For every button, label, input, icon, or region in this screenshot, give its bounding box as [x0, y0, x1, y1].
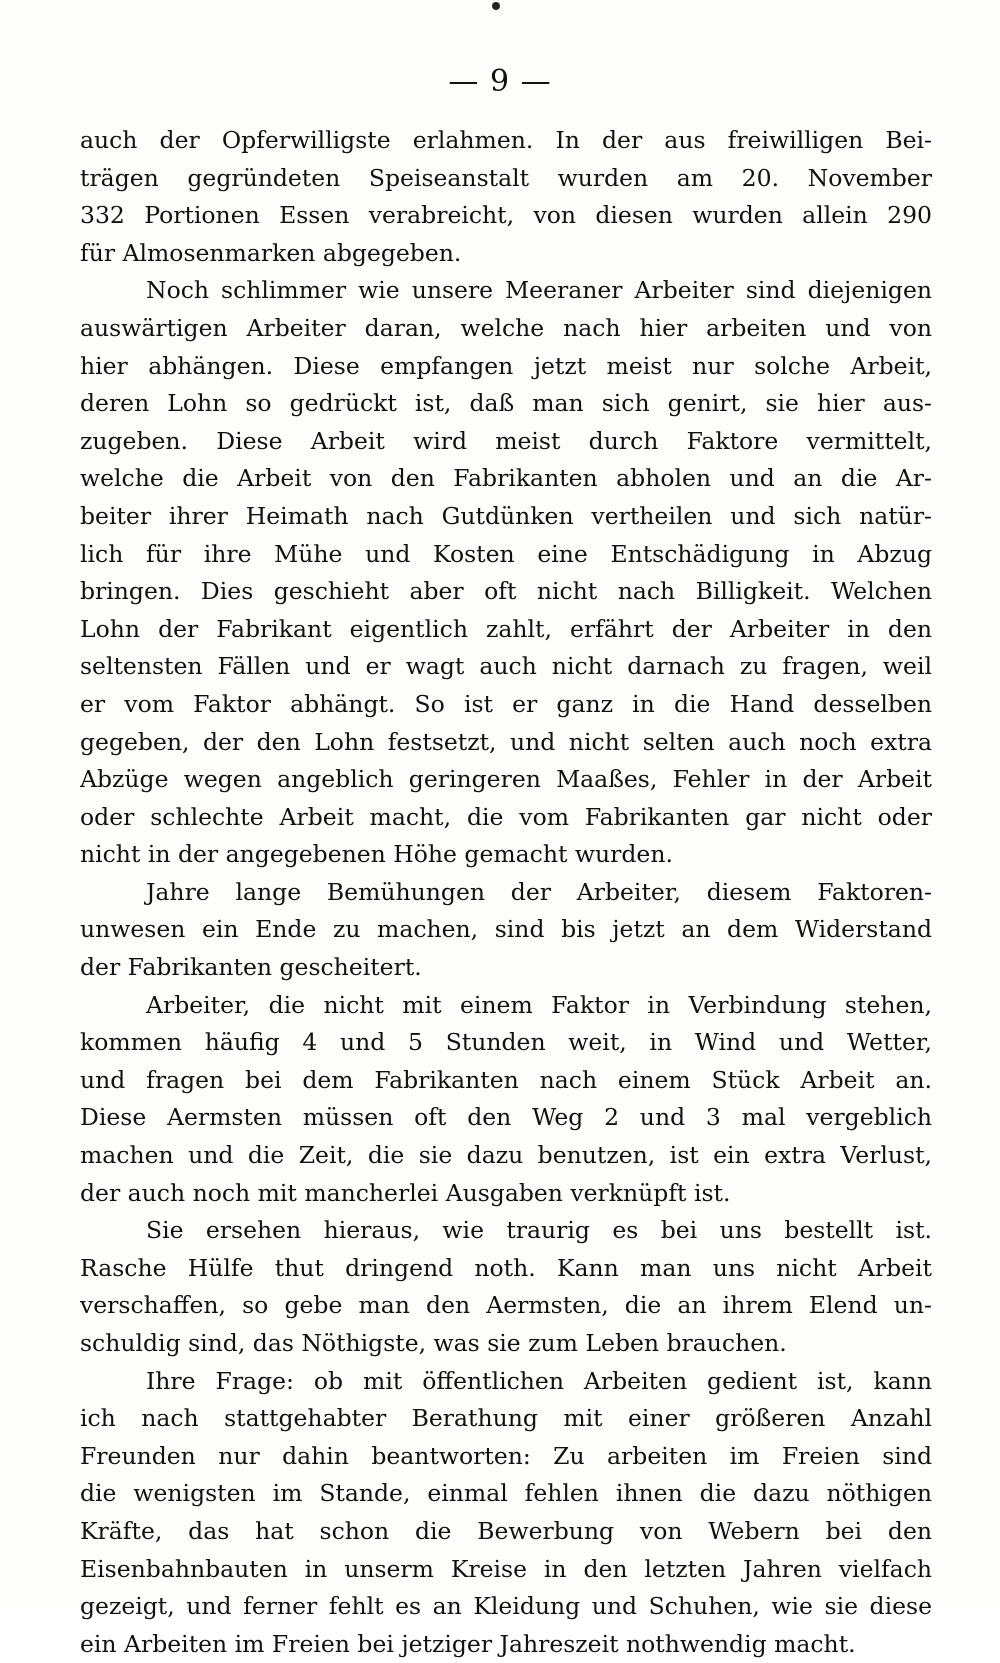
text-line: Noch schlimmer wie unsere Meeraner Arbeiter sind diejenigen: [146, 276, 932, 305]
printed-dot-mark: [492, 2, 500, 10]
text-line: seltensten Fällen und er wagt auch nicht darnach zu fragen, weil: [80, 652, 932, 681]
text-line: Freunden nur dahin beantworten: Zu arbeiten im Freien sind: [80, 1441, 932, 1470]
text-line: beiter ihrer Heimath nach Gutdünken vertheilen und sich natür-: [80, 501, 932, 530]
text-line: zugeben. Diese Arbeit wird meist durch Faktore vermittelt,: [80, 426, 932, 455]
text-line: welche die Arbeit von den Fabrikanten abholen und an die Ar-: [80, 464, 932, 493]
text-line: hier abhängen. Diese empfangen jetzt meist nur solche Arbeit,: [80, 351, 932, 380]
text-line: Eisenbahnbauten in unserm Kreise in den letzten Jahren vielfach: [80, 1554, 932, 1583]
text-line: machen und die Zeit, die sie dazu benutzen, ist ein extra Verlust,: [80, 1141, 932, 1170]
text-line: Rasche Hülfe thut dringend noth. Kann man uns nicht Arbeit: [80, 1253, 932, 1282]
text-line: Lohn der Fabrikant eigentlich zahlt, erfährt der Arbeiter in den: [80, 614, 932, 643]
text-line: Arbeiter, die nicht mit einem Faktor in Verbindung stehen,: [146, 990, 932, 1019]
text-line: Diese Aermsten müssen oft den Weg 2 und 3 mal vergeblich: [80, 1103, 932, 1132]
text-line: Ihre Frage: ob mit öffentlichen Arbeiten gedient ist, kann: [146, 1366, 932, 1395]
text-line: deren Lohn so gedrückt ist, daß man sich genirt, sie hier aus-: [80, 389, 932, 418]
text-line: die wenigsten im Stande, einmal fehlen ihnen die dazu nöthigen: [80, 1479, 932, 1508]
text-line: trägen gegründeten Speiseanstalt wurden am 20. November: [80, 163, 932, 192]
text-line: Jahre lange Bemühungen der Arbeiter, diesem Faktoren-: [146, 877, 932, 906]
text-line: Kräfte, das hat schon die Bewerbung von Webern bei den: [80, 1516, 932, 1545]
text-line: lich für ihre Mühe und Kosten eine Entschädigung in Abzug: [80, 539, 932, 568]
text-line: er vom Faktor abhängt. So ist er ganz in die Hand desselben: [80, 689, 932, 718]
text-line: der auch noch mit mancherlei Ausgaben verknüpft ist.: [80, 1178, 731, 1207]
text-line: ein Arbeiten im Freien bei jetziger Jahreszeit nothwendig macht.: [80, 1629, 856, 1658]
text-line: bringen. Dies geschieht aber oft nicht nach Billigkeit. Welchen: [80, 577, 932, 606]
text-line: nicht in der angegebenen Höhe gemacht wurden.: [80, 840, 673, 869]
text-line: verschaffen, so gebe man den Aermsten, die an ihrem Elend un-: [80, 1291, 932, 1320]
text-line: 332 Portionen Essen verabreicht, von diesen wurden allein 290: [80, 201, 932, 230]
text-line: Abzüge wegen angeblich geringeren Maaßes, Fehler in der Arbeit: [80, 765, 932, 794]
text-line: unwesen ein Ende zu machen, sind bis jetzt an dem Widerstand: [80, 915, 932, 944]
text-line: gegeben, der den Lohn festsetzt, und nicht selten auch noch extra: [80, 727, 932, 756]
text-line: der Fabrikanten gescheitert.: [80, 953, 422, 982]
text-line: gezeigt, und ferner fehlt es an Kleidung und Schuhen, wie sie diese: [80, 1592, 932, 1621]
text-line: ich nach stattgehabter Berathung mit einer größeren Anzahl: [80, 1404, 932, 1433]
text-line: kommen häufig 4 und 5 Stunden weit, in Wind und Wetter,: [80, 1028, 932, 1057]
text-line: Sie ersehen hieraus, wie traurig es bei uns bestellt ist.: [146, 1216, 932, 1245]
text-line: auswärtigen Arbeiter daran, welche nach hier arbeiten und von: [80, 313, 932, 342]
body-text: [80, 122, 932, 1663]
text-line: auch der Opferwilligste erlahmen. In der aus freiwilligen Bei-: [80, 126, 932, 154]
text-line: und fragen bei dem Fabrikanten nach einem Stück Arbeit an.: [80, 1065, 932, 1094]
text-line: oder schlechte Arbeit macht, die vom Fabrikanten gar nicht oder: [80, 802, 932, 831]
text-line: schuldig sind, das Nöthigste, was sie zum Leben brauchen.: [80, 1329, 787, 1357]
page-number-header: — 9 —: [448, 64, 552, 99]
text-line: für Almosenmarken abgegeben.: [80, 238, 462, 267]
